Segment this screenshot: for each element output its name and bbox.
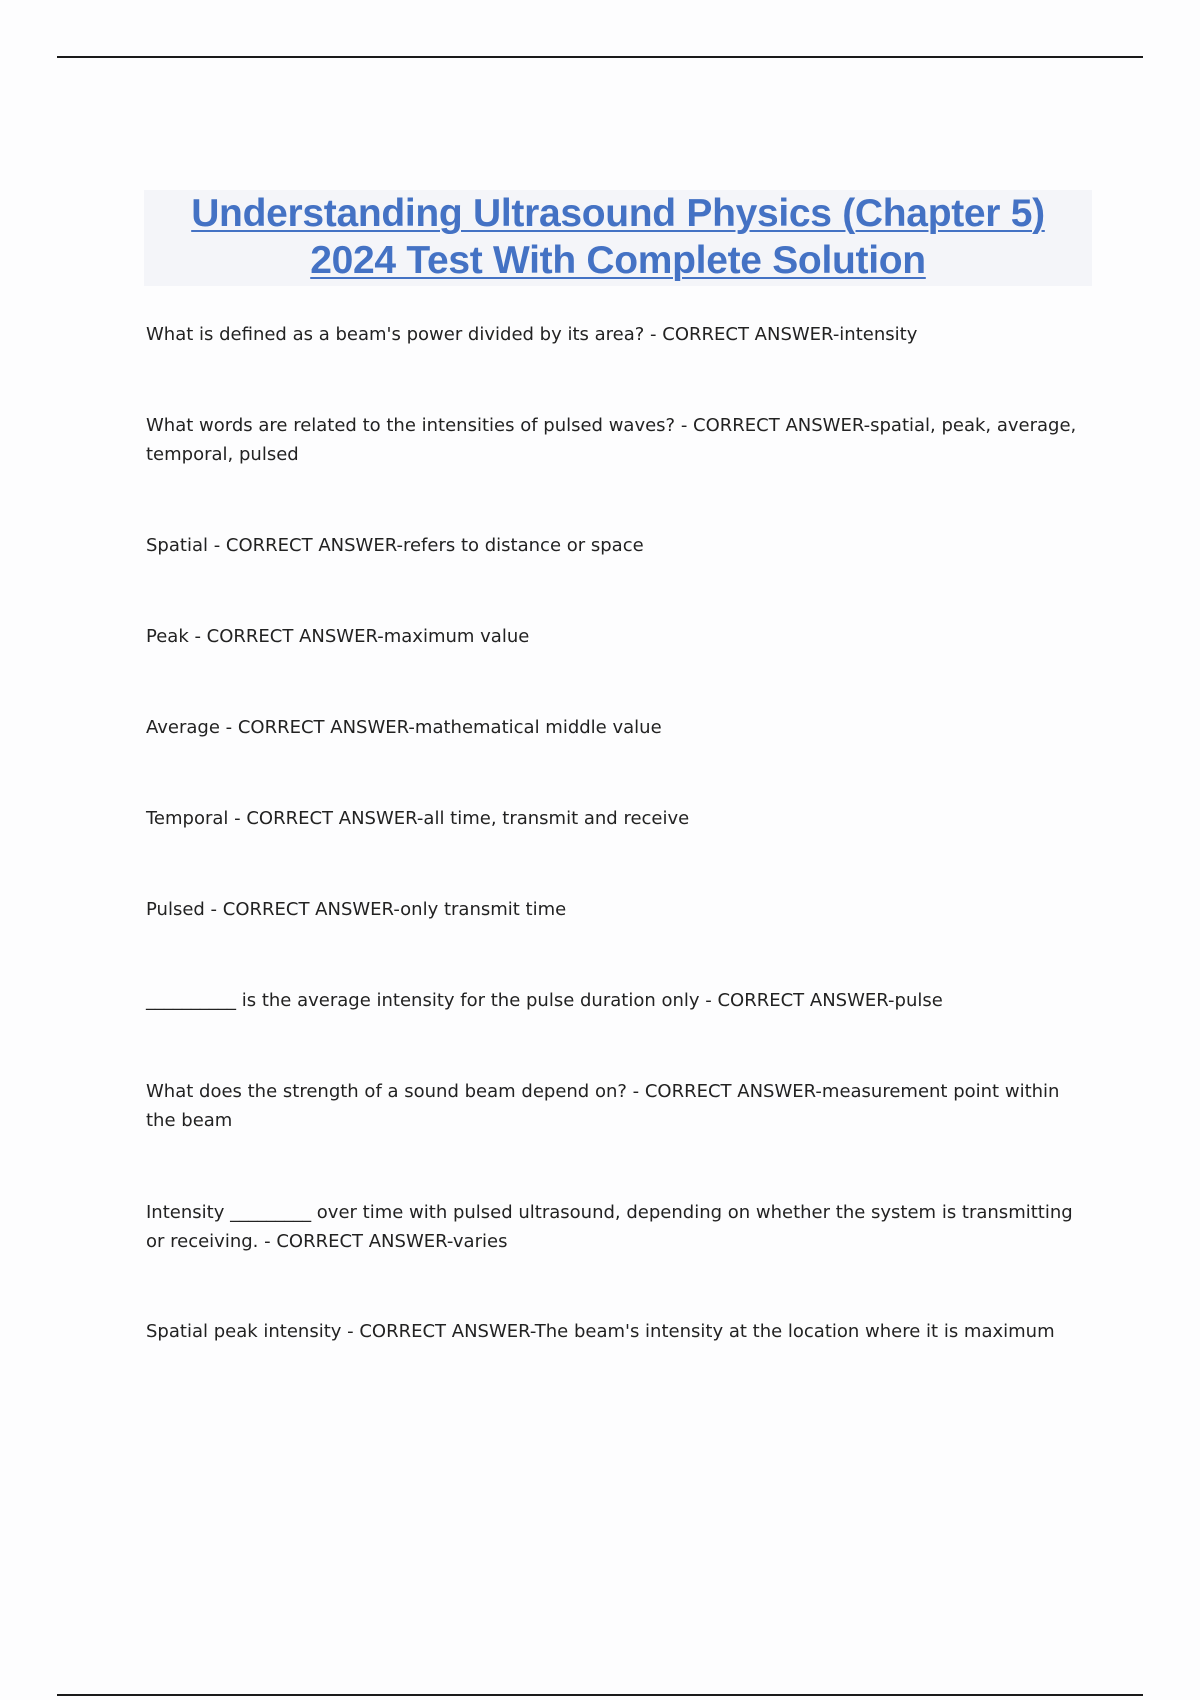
title-line-1: Understanding Ultrasound Physics (Chapter 5) [191,192,1045,235]
header-rule [57,56,1143,58]
qa-item: Spatial - CORRECT ANSWER-refers to distance or space [146,535,644,556]
qa-item: Average - CORRECT ANSWER-mathematical middle value [146,717,662,738]
qa-item: Pulsed - CORRECT ANSWER-only transmit time [146,899,567,920]
qa-item: Spatial peak intensity - CORRECT ANSWER-The beam's intensity at the location where it is maximum [146,1321,1055,1342]
qa-item: Peak - CORRECT ANSWER-maximum value [146,626,530,647]
document-title [144,190,1092,286]
footer-rule [57,1694,1143,1696]
qa-item: What words are related to the intensities of pulsed waves? - CORRECT ANSWER-spatial, peak, average, temporal, pulsed [146,415,1077,465]
qa-item: What is defined as a beam's power divided by its area? - CORRECT ANSWER-intensity [146,324,918,345]
title-line-2: 2024 Test With Complete Solution [310,239,926,282]
qa-item: Temporal - CORRECT ANSWER-all time, transmit and receive [146,808,690,829]
qa-item: Intensity _________ over time with pulsed ultrasound, depending on whether the system is transmitting or receiving. - CORRECT ANSWER-varies [146,1202,1073,1252]
qa-item: __________ is the average intensity for the pulse duration only - CORRECT ANSWER-pulse [146,990,943,1011]
qa-item: What does the strength of a sound beam depend on? - CORRECT ANSWER-measurement point within the beam [146,1081,1060,1131]
